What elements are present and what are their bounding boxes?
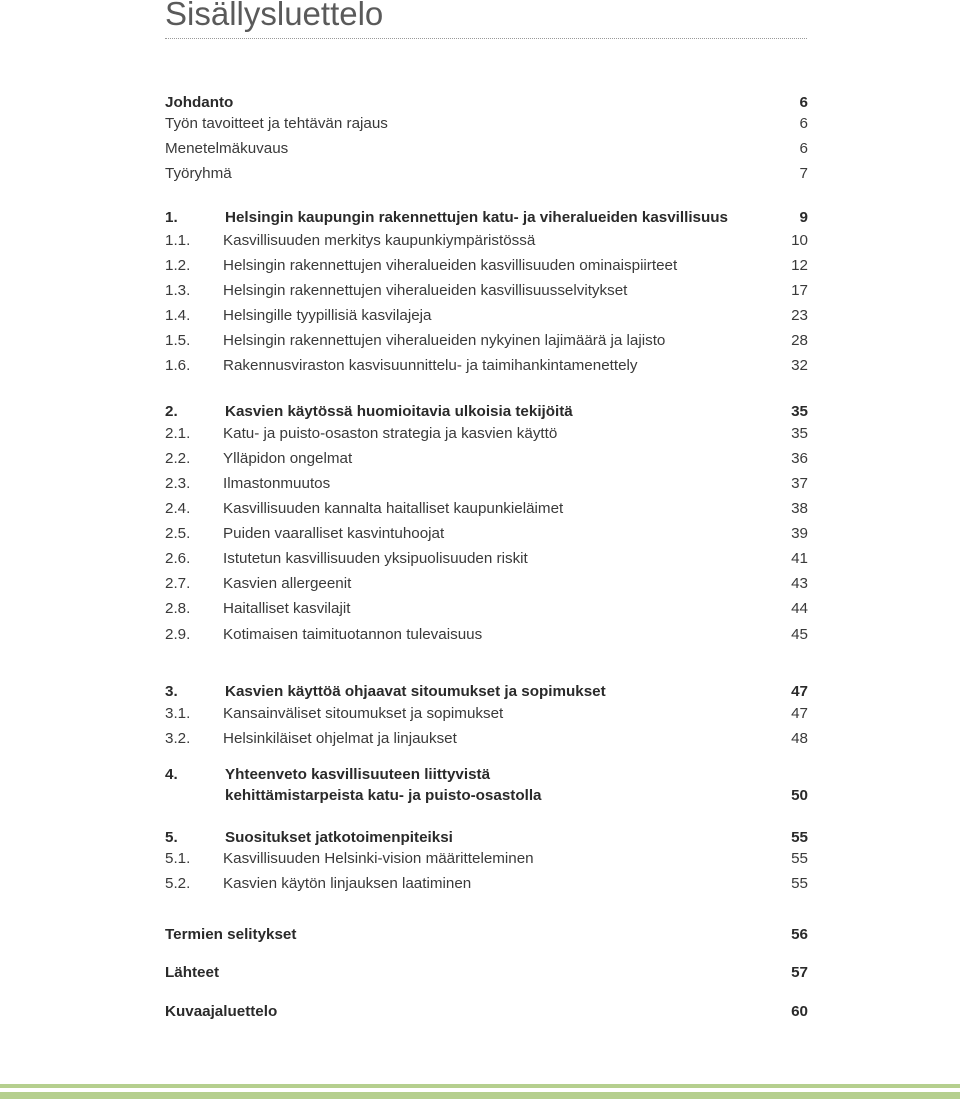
toc-entry-title: Haitalliset kasvilajit: [223, 600, 351, 617]
toc-entry-title: Työryhmä: [165, 165, 232, 182]
toc-entry-title: Menetelmäkuvaus: [165, 140, 289, 157]
toc-entry-page-number: 35: [791, 403, 808, 420]
toc-entry-title: Kasvien allergeenit: [223, 575, 352, 592]
toc-entry-page-number: 37: [791, 475, 808, 492]
toc-entry-title: Kasvien käytön linjauksen laatiminen: [223, 875, 472, 892]
toc-entry[interactable]: [0, 703, 960, 725]
toc-entry-page-number: 57: [791, 964, 808, 981]
toc-entry-number: 3.: [165, 683, 178, 700]
toc-entry-title: Helsinkiläiset ohjelmat ja linjaukset: [223, 730, 457, 747]
toc-entry-title: Istutetun kasvillisuuden yksipuolisuuden riskit: [223, 550, 528, 567]
toc-entry-title: Kotimaisen taimituotannon tulevaisuus: [223, 626, 483, 643]
toc-entry-title: Yhteenveto kasvillisuuteen liittyvistä: [225, 766, 491, 783]
toc-entry-number: 2.8.: [165, 600, 191, 617]
toc-entry[interactable]: [0, 163, 960, 185]
toc-entry[interactable]: [0, 573, 960, 595]
footer-stripe-top: [0, 1084, 960, 1088]
toc-entry-title: Helsingille tyypillisiä kasvilajeja: [223, 307, 432, 324]
toc-entry[interactable]: [0, 207, 960, 229]
toc-entry-page-number: 47: [791, 683, 808, 700]
toc-entry[interactable]: [0, 962, 960, 984]
toc-entry[interactable]: [0, 305, 960, 327]
toc-entry-title: Kasvillisuuden kannalta haitalliset kaupunkieläimet: [223, 500, 564, 517]
toc-entry[interactable]: [0, 523, 960, 545]
toc-entry-title: Helsingin kaupungin rakennettujen katu- ja viheralueiden kasvillisuus: [225, 209, 729, 226]
toc-entry-number: 2.4.: [165, 500, 191, 517]
toc-entry-number: 3.1.: [165, 705, 191, 722]
toc-entry-title: Katu- ja puisto-osaston strategia ja kasvien käyttö: [223, 425, 558, 442]
toc-entry[interactable]: [0, 473, 960, 495]
toc-entry-title: Kasvillisuuden Helsinki-vision määritteleminen: [223, 850, 534, 867]
toc-entry-page-number: 55: [791, 850, 808, 867]
toc-entry-title: Helsingin rakennettujen viheralueiden nykyinen lajimäärä ja lajisto: [223, 332, 666, 349]
toc-entry-number: 4.: [165, 766, 178, 783]
toc-entry[interactable]: [0, 255, 960, 277]
toc-entry-number: 2.5.: [165, 525, 191, 542]
toc-entry-page-number: 55: [791, 829, 808, 846]
toc-entry-number: 3.2.: [165, 730, 191, 747]
toc-entry-page-number: 32: [791, 357, 808, 374]
toc-entry[interactable]: [0, 498, 960, 520]
toc-entry-page-number: 9: [799, 209, 808, 226]
toc-entry-page-number: 44: [791, 600, 808, 617]
toc-entry-number: 1.3.: [165, 282, 191, 299]
toc-entry[interactable]: [0, 728, 960, 750]
toc-entry-number: 1.5.: [165, 332, 191, 349]
toc-entry[interactable]: [0, 1001, 960, 1023]
toc-entry-page-number: 10: [791, 232, 808, 249]
toc-entry-title: Lähteet: [165, 964, 220, 981]
toc-entry-title: kehittämistarpeista katu- ja puisto-osastolla: [225, 787, 542, 804]
toc-entry-title: Johdanto: [165, 94, 234, 111]
toc-entry-title: Puiden vaaralliset kasvintuhoojat: [223, 525, 445, 542]
toc-entry-number: 2.3.: [165, 475, 191, 492]
toc-entry-page-number: 55: [791, 875, 808, 892]
toc-entry-number: 2.9.: [165, 626, 191, 643]
toc-entry-title: Kasvien käyttöä ohjaavat sitoumukset ja sopimukset: [225, 683, 606, 700]
toc-entry-title: Ylläpidon ongelmat: [223, 450, 353, 467]
toc-entry-page-number: 23: [791, 307, 808, 324]
toc-entry[interactable]: [0, 681, 960, 703]
toc-entry-page-number: 45: [791, 626, 808, 643]
toc-entry-title: Työn tavoitteet ja tehtävän rajaus: [165, 115, 388, 132]
toc-entry-title: Kasvillisuuden merkitys kaupunkiympäristössä: [223, 232, 536, 249]
toc-entry-page-number: 60: [791, 1003, 808, 1020]
toc-entry[interactable]: [0, 401, 960, 423]
toc-entry-page-number: 7: [799, 165, 808, 182]
toc-entry-number: 1.1.: [165, 232, 191, 249]
toc-entry-number: 2.1.: [165, 425, 191, 442]
toc-entry-number: 1.: [165, 209, 178, 226]
toc-entry-page-number: 41: [791, 550, 808, 567]
toc-entry-number: 2.7.: [165, 575, 191, 592]
toc-entry[interactable]: [0, 448, 960, 470]
toc-entry[interactable]: [0, 423, 960, 445]
toc-entry-page-number: 48: [791, 730, 808, 747]
toc-entry-title: Kansainväliset sitoumukset ja sopimukset: [223, 705, 504, 722]
toc-entry-page-number: 28: [791, 332, 808, 349]
toc-entry-title: Helsingin rakennettujen viheralueiden kasvillisuusselvitykset: [223, 282, 628, 299]
toc-entry[interactable]: [0, 113, 960, 135]
toc-entry-page-number: 6: [799, 140, 808, 157]
toc-entry-title: Ilmastonmuutos: [223, 475, 331, 492]
toc-entry-page-number: 35: [791, 425, 808, 442]
toc-entry-title: Helsingin rakennettujen viheralueiden kasvillisuuden ominaispiirteet: [223, 257, 678, 274]
toc-entry-number: 5.2.: [165, 875, 191, 892]
toc-entry[interactable]: [0, 355, 960, 377]
toc-entry-page-number: 38: [791, 500, 808, 517]
toc-entry[interactable]: [0, 598, 960, 620]
toc-entry[interactable]: [0, 230, 960, 252]
toc-entry-number: 1.2.: [165, 257, 191, 274]
toc-entry-title: Kuvaajaluettelo: [165, 1003, 278, 1020]
toc-entry-page-number: 39: [791, 525, 808, 542]
toc-entry-title: Termien selitykset: [165, 926, 297, 943]
toc-entry-page-number: 47: [791, 705, 808, 722]
toc-entry[interactable]: [0, 848, 960, 870]
toc-entry[interactable]: [0, 827, 960, 849]
toc-entry[interactable]: [0, 924, 960, 946]
toc-entry-number: 1.6.: [165, 357, 191, 374]
toc-entry-number: 2.2.: [165, 450, 191, 467]
toc-entry-page-number: 12: [791, 257, 808, 274]
toc-entry-number: 5.1.: [165, 850, 191, 867]
toc-entry[interactable]: [0, 280, 960, 302]
toc-entry[interactable]: [0, 138, 960, 160]
toc-entry-page-number: 17: [791, 282, 808, 299]
toc-entry[interactable]: [0, 624, 960, 646]
toc-entry-number: 1.4.: [165, 307, 191, 324]
toc-entry[interactable]: [0, 548, 960, 570]
toc-entry-page-number: 43: [791, 575, 808, 592]
toc-entry-page-number: 56: [791, 926, 808, 943]
toc-entry-page-number: 36: [791, 450, 808, 467]
toc-entry-title: Suositukset jatkotoimenpiteiksi: [225, 829, 453, 846]
toc-entry-page-number: 50: [791, 787, 808, 804]
toc-entry-number: 2.6.: [165, 550, 191, 567]
toc-entry[interactable]: [0, 92, 960, 114]
toc-entry[interactable]: [0, 764, 960, 786]
footer-stripe-bottom: [0, 1092, 960, 1099]
toc-entry-number: 5.: [165, 829, 178, 846]
toc-entry-title: Kasvien käytössä huomioitavia ulkoisia tekijöitä: [225, 403, 573, 420]
toc-entry-title: Rakennusviraston kasvisuunnittelu- ja taimihankintamenettely: [223, 357, 638, 374]
toc-entry-page-number: 6: [799, 115, 808, 132]
toc-entry[interactable]: [0, 873, 960, 895]
toc-entry[interactable]: [0, 330, 960, 352]
toc-entry-page-number: 6: [799, 94, 808, 111]
toc-entry[interactable]: [0, 785, 960, 807]
toc-entry-number: 2.: [165, 403, 178, 420]
page-title: Sisällysluettelo: [165, 0, 384, 32]
